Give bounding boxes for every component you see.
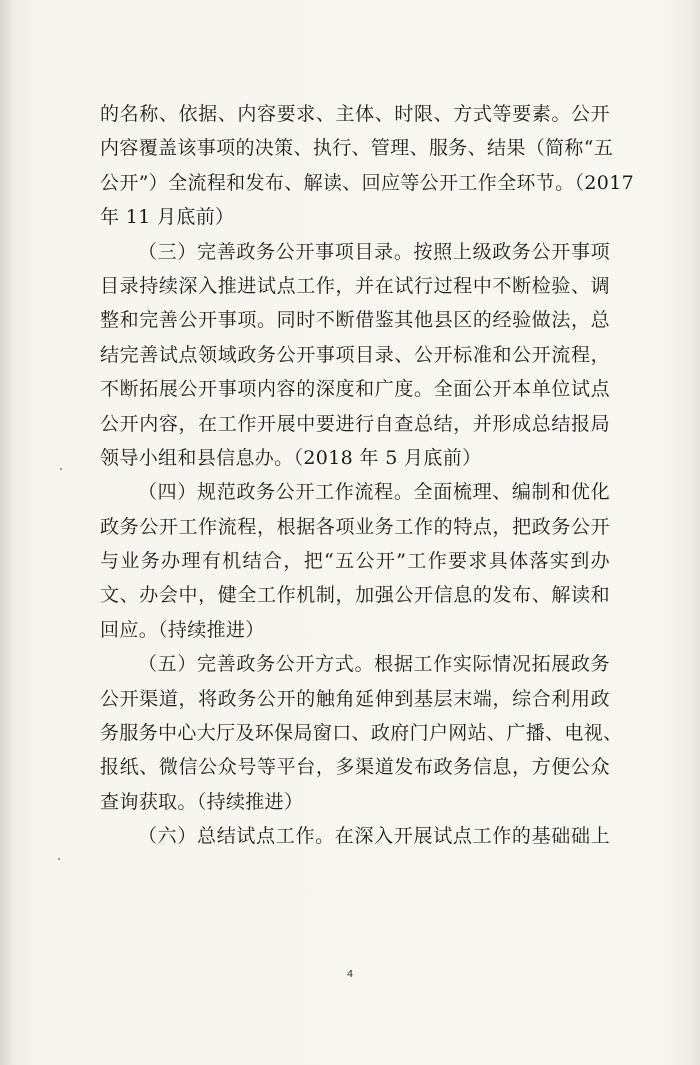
text-line: （六）总结试点工作。在深入开展试点工作的基础础上 bbox=[138, 825, 610, 848]
scan-speck bbox=[60, 468, 62, 470]
text-line: 公开内容，在工作开展中要进行自查总结，并形成总结报局 bbox=[100, 412, 610, 435]
text-line: 的名称、依据、内容要求、主体、时限、方式等要素。公开 bbox=[100, 103, 610, 125]
text-line: 内容覆盖该事项的决策、执行、管理、服务、结果（简称“五 bbox=[100, 137, 614, 160]
text-line: 回应。（持续推进） bbox=[100, 618, 265, 641]
text-line: （三）完善政务公开事项目录。按照上级政务公开事项 bbox=[138, 240, 610, 263]
text-line: 查询获取。（持续推进） bbox=[100, 790, 304, 813]
text-line: 目录持续深入推进试点工作，并在试行过程中不断检验、调 bbox=[100, 274, 610, 297]
text-line: 领导小组和县信息办。（2018 年 5 月底前） bbox=[100, 446, 482, 469]
text-line: 年 11 月底前） bbox=[100, 206, 235, 229]
page-number: 4 bbox=[346, 969, 354, 980]
text-line: 报纸、微信公众号等平台，多渠道发布政务信息，方便公众 bbox=[100, 756, 610, 779]
text-line: 结完善试点领域政务公开事项目录、公开标准和公开流程， bbox=[100, 343, 610, 366]
body-text bbox=[100, 97, 635, 854]
scan-speck bbox=[58, 858, 60, 860]
text-line: 公开渠道，将政务公开的触角延伸到基层末端，综合利用政 bbox=[100, 687, 610, 710]
text-line: 与业务办理有机结合，把“五公开”工作要求具体落实到办 bbox=[100, 550, 610, 573]
text-line: 务服务中心大厅及环保局窗口、政府门户网站、广播、电视、 bbox=[100, 722, 623, 745]
text-line: （五）完善政务公开方式。根据工作实际情况拓展政务 bbox=[138, 653, 610, 676]
text-line: （四）规范政务公开工作流程。全面梳理、编制和优化 bbox=[138, 481, 610, 504]
text-line: 不断拓展公开事项内容的深度和广度。全面公开本单位试点 bbox=[100, 378, 610, 401]
text-line: 文、办会中，健全工作机制，加强公开信息的发布、解读和 bbox=[100, 584, 610, 607]
text-line: 政务公开工作流程，根据各项业务工作的特点，把政务公开 bbox=[100, 515, 610, 538]
text-line: 整和完善公开事项。同时不断借鉴其他县区的经验做法，总 bbox=[100, 309, 610, 332]
text-line: 公开”）全流程和发布、解读、回应等公开工作全环节。（2017 bbox=[100, 171, 635, 194]
